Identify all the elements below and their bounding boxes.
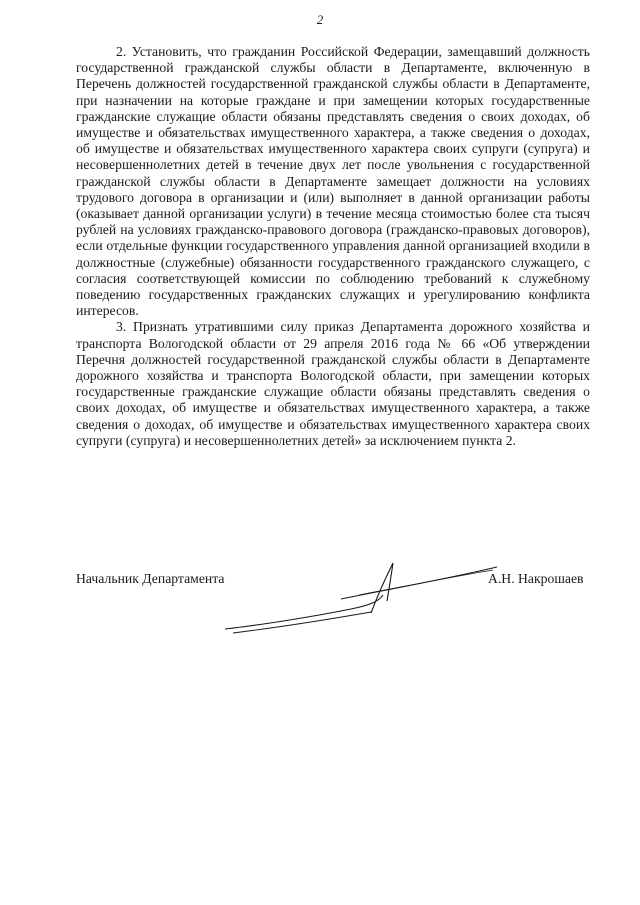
signer-name: А.Н. Накрошаев bbox=[488, 571, 584, 586]
handwritten-signature bbox=[221, 557, 501, 637]
signature-block bbox=[76, 571, 590, 651]
signer-title: Начальник Департамента bbox=[76, 571, 225, 586]
page-number: 2 bbox=[316, 12, 324, 27]
paragraph-2: 2. Установить, что гражданин Российской Федерации, замещавший должность государственной гражданской службы области в Департаменте, включенную в Перечень должностей государственной гражданской службы области в Департаменте, при назначении на которые граждане и при замещении которых государственные гражданские служащие области обязаны представлять сведения о своих доходах, об имуществе и обязательствах имущественного характера, а также сведения о доходах, об имуществе и обязательствах имущественного характера своих супруги (супруга) и несовершеннолетних детей в течение двух лет после увольнения с государственной гражданской службы области в Департаменте замещает должности на условиях трудового договора в организации и (или) выполняет в данной организации работы (оказывает данной организации услуги) в течение месяца стоимостью более ста тысяч рублей на условиях гражданско-правового договора (гражданско-правовых договоров), если отдельные функции государственного управления данной организацией входили в должностные (служебные) обязанности государственного гражданского служащего, с согласия соответствующей комиссии по соблюдению требований к служебному поведению государственных гражданских служащих и урегулированию конфликта интересов. bbox=[76, 44, 590, 319]
document-body bbox=[76, 44, 590, 449]
paragraph-3: 3. Признать утратившими силу приказ Департамента дорожного хозяйства и транспорта Вологодской области от 29 апреля 2016 года № 66 «Об утверждении Перечня должностей государственной гражданской службы области в Департаменте дорожного хозяйства и транспорта Вологодской области, при замещении которых государственные гражданские служащие области обязаны представлять сведения о своих доходах, об имуществе и обязательствах имущественного характера, а также сведения о доходах, об имуществе и обязательствах имущественного характера своих супруги (супруга) и несовершеннолетних детей» за исключением пункта 2. bbox=[76, 319, 590, 448]
